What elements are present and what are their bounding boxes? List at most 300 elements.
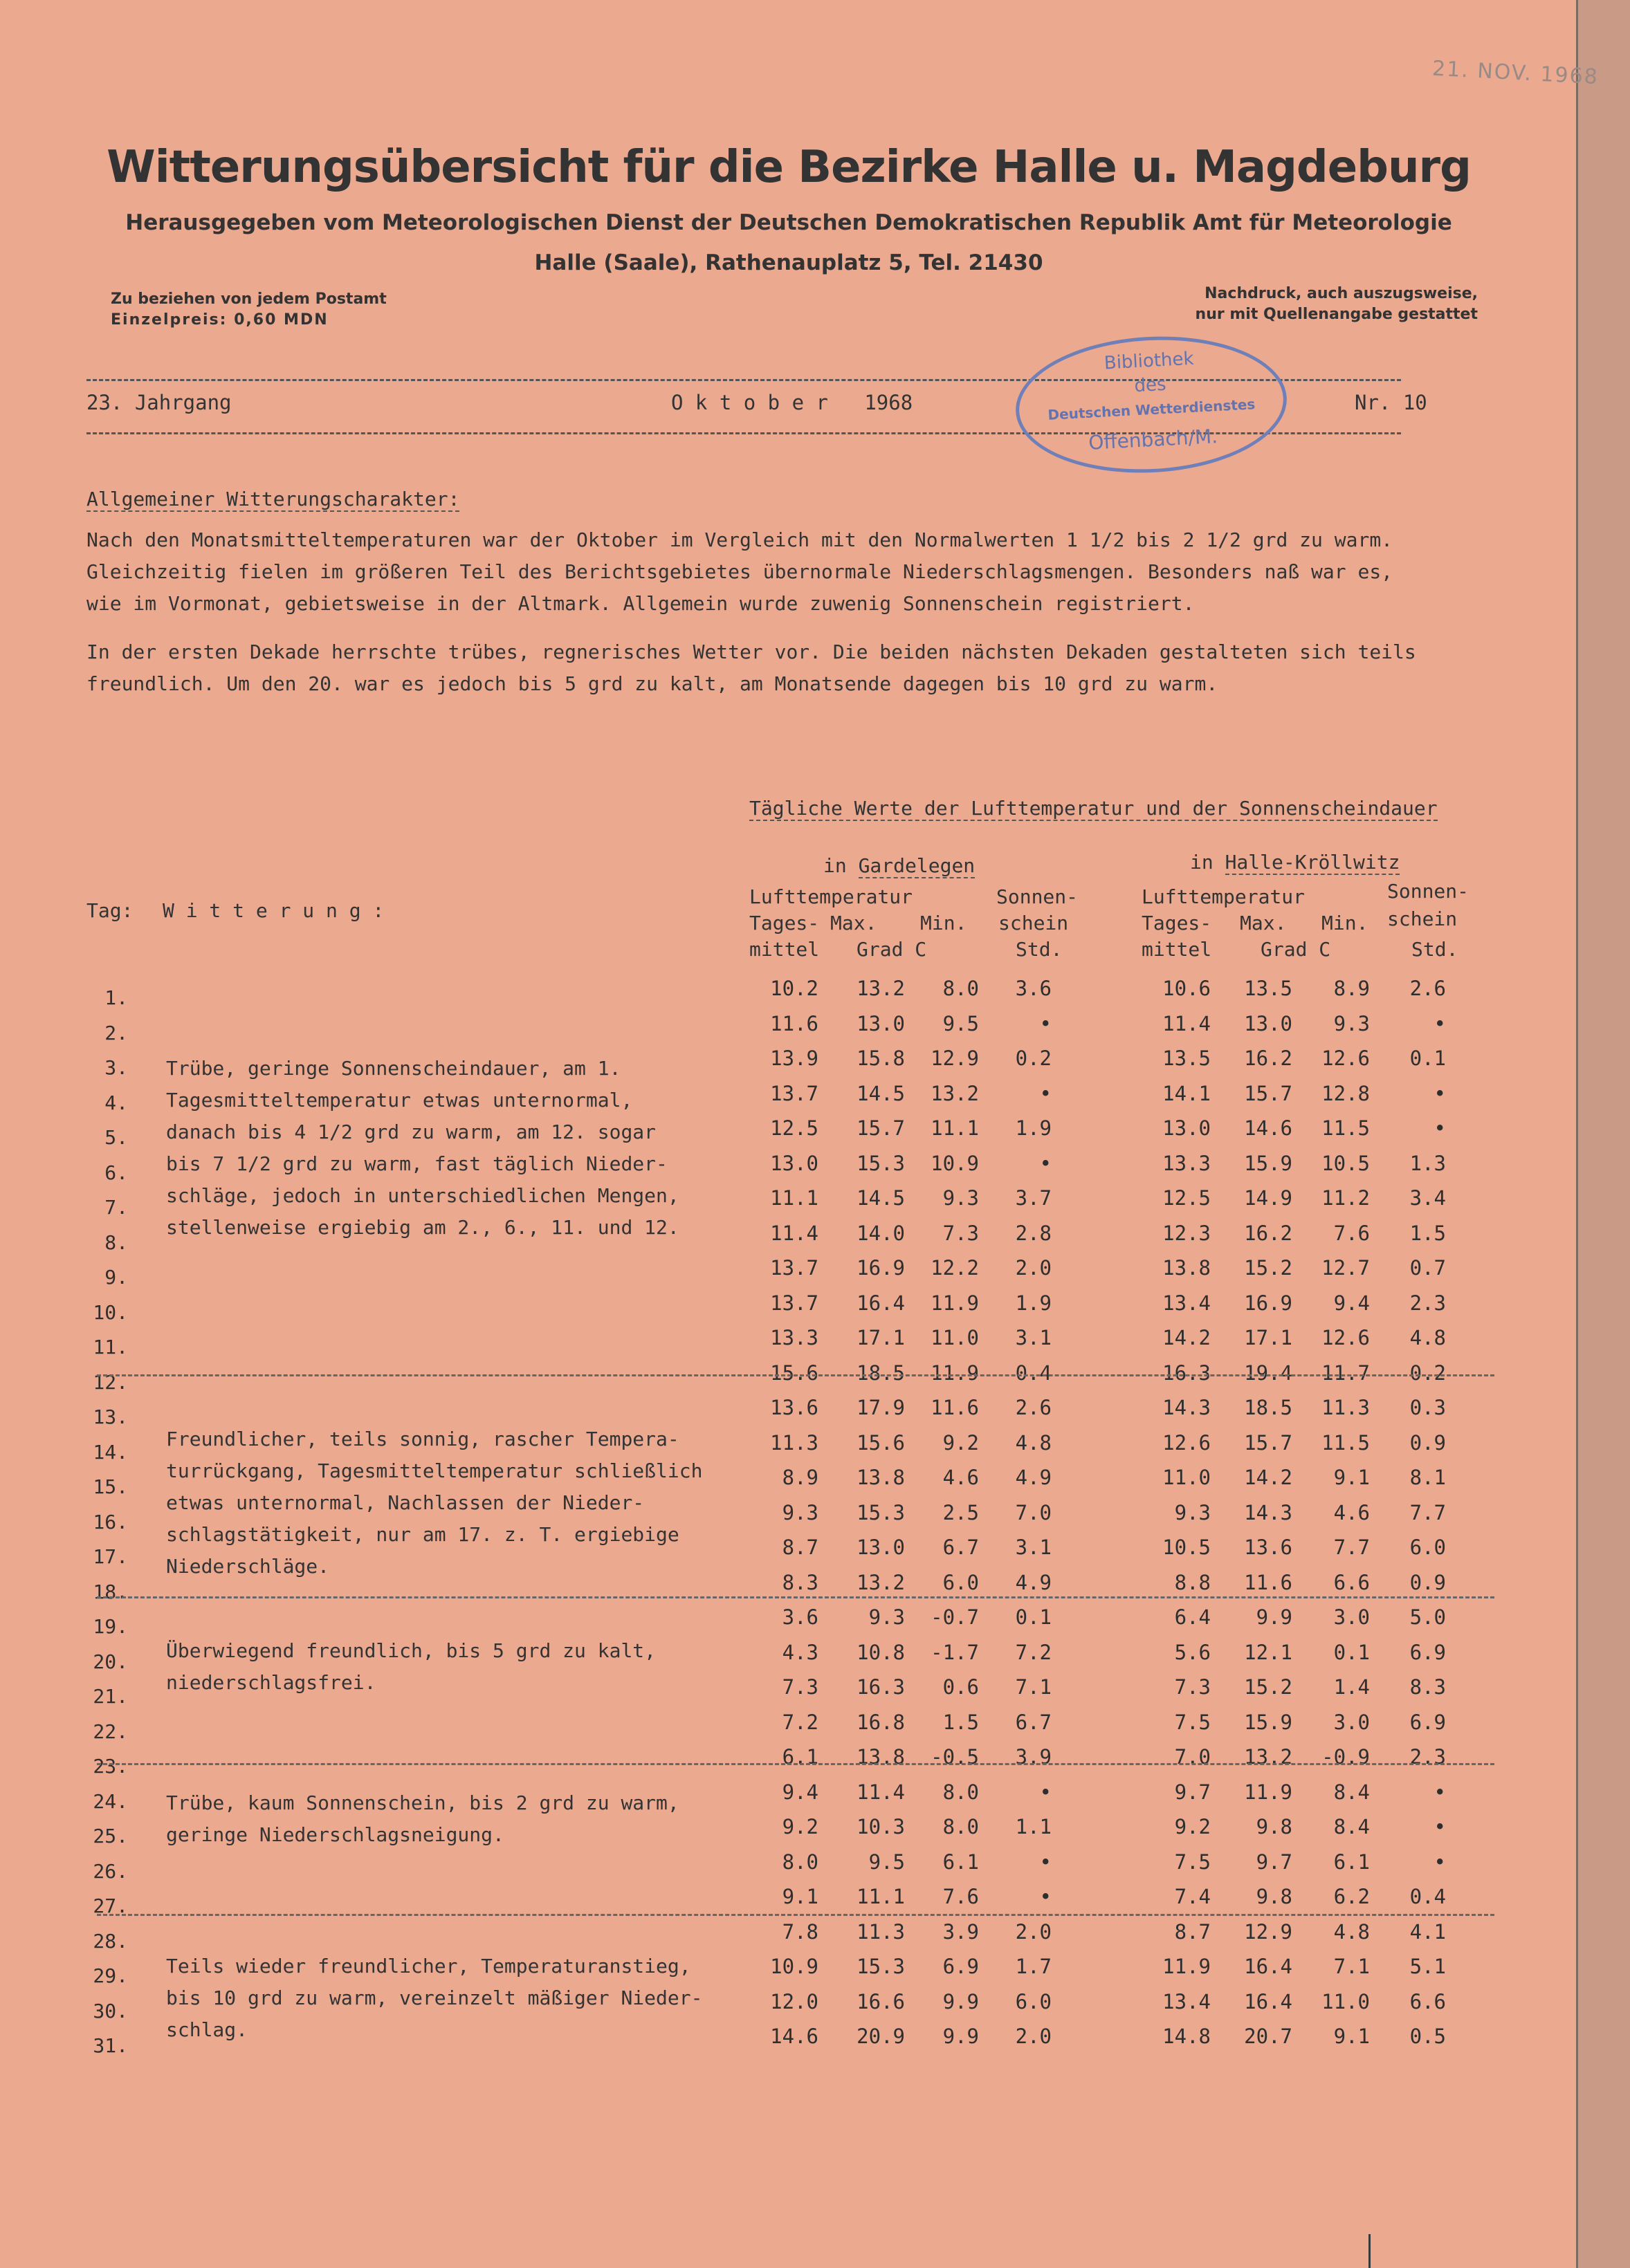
- h-tagesmittel-cell: 16.3: [1162, 1361, 1211, 1385]
- h-std-header: Std.: [1411, 938, 1458, 961]
- h-min-cell: -0.9: [1321, 1745, 1370, 1769]
- g-min-cell: 7.3: [942, 1221, 979, 1245]
- h-tagesmittel-cell: 7.5: [1174, 1710, 1211, 1734]
- day-number: 11.: [93, 1336, 128, 1358]
- g-max-cell: 13.2: [857, 977, 905, 1000]
- g-max-cell: 13.0: [857, 1536, 905, 1559]
- g-min-cell: 3.9: [942, 1919, 979, 1944]
- day-number: 28.: [93, 1929, 128, 1953]
- g-tagesmittel-cell: 11.4: [770, 1221, 818, 1245]
- h-tagesmittel-cell: 13.4: [1162, 1989, 1211, 2013]
- g-schein-header: schein: [998, 912, 1069, 934]
- g-tagesmittel-cell: 8.9: [782, 1466, 818, 1489]
- h-tagesmittel-cell: 10.6: [1162, 977, 1211, 1000]
- h-tagesmittel-cell: 7.0: [1174, 1745, 1211, 1769]
- h-max-cell: 15.7: [1244, 1430, 1292, 1455]
- h-max-cell: 14.3: [1244, 1500, 1292, 1524]
- h-max-cell: 14.2: [1244, 1466, 1292, 1489]
- h-min-cell: 11.2: [1321, 1186, 1370, 1210]
- issue-month: O k t o b e r 1968: [671, 391, 913, 414]
- h-sonnenschein-cell: •: [1434, 1011, 1446, 1035]
- h-sonnenschein-cell: 2.3: [1409, 1745, 1446, 1769]
- h-sonnenschein-cell: 0.9: [1409, 1430, 1446, 1455]
- g-min-cell: 8.0: [942, 1815, 979, 1838]
- day-number: 15.: [93, 1475, 128, 1498]
- g-min-cell: 4.6: [942, 1466, 979, 1489]
- g-sonnenschein-cell: •: [1039, 1850, 1052, 1874]
- day-number: 12.: [93, 1370, 128, 1394]
- g-max-cell: 11.1: [857, 1885, 905, 1908]
- reprint-notice: [1196, 284, 1478, 325]
- h-min-cell: 4.8: [1333, 1919, 1370, 1944]
- g-min-cell: 8.0: [942, 1780, 979, 1804]
- h-min-cell: 8.9: [1333, 977, 1370, 1000]
- weather-text-1: Trübe, geringe Sonnenscheindauer, am 1. Tagesmitteltemperatur etwas unternormal, danach bis 4 1/2 grd zu warm, am 12. sogar bis 7 1/2 grd zu warm, fast täglich Nieder- schläge, jedoch in unterschiedlichen Mengen, stellenweise ergiebig am 2., 6., 11. und 12.: [166, 1057, 679, 1239]
- g-tagesmittel-cell: 13.6: [770, 1396, 818, 1419]
- g-sonnenschein-cell: •: [1039, 1151, 1052, 1175]
- g-min-cell: 9.3: [942, 1186, 979, 1210]
- h-sonnenschein-cell: 0.5: [1409, 2025, 1446, 2048]
- g-tagesmittel-cell: 7.8: [782, 1919, 818, 1944]
- day-number: 17.: [93, 1545, 128, 1568]
- h-max-cell: 15.2: [1244, 1675, 1292, 1699]
- g-min-cell: 9.9: [942, 1989, 979, 2013]
- h-tagesmittel-cell: 12.3: [1162, 1221, 1211, 1245]
- h-max-cell: 16.2: [1244, 1221, 1292, 1245]
- h-tagesmittel-cell: 13.0: [1162, 1116, 1211, 1140]
- g-min-cell: 9.9: [942, 2025, 979, 2048]
- day-number: 25.: [93, 1825, 128, 1847]
- h-min-cell: 10.5: [1321, 1151, 1370, 1175]
- h-max-cell: 9.9: [1256, 1605, 1292, 1629]
- g-tagesmittel-cell: 13.7: [770, 1256, 818, 1280]
- h-sonnenschein-cell: 4.1: [1409, 1919, 1446, 1944]
- g-tagesmittel-cell: 14.6: [770, 2025, 818, 2048]
- h-max-cell: 9.8: [1256, 1885, 1292, 1908]
- h-tagesmittel-cell: 12.6: [1162, 1430, 1211, 1455]
- h-max-cell: 19.4: [1244, 1361, 1292, 1385]
- day-number: 29.: [93, 1964, 128, 1987]
- price-text: Einzelpreis: 0,60 MDN: [111, 311, 329, 329]
- h-tagesmittel-cell: 13.4: [1162, 1291, 1211, 1315]
- general-paragraph-2: In der ersten Dekade herrschte trübes, regnerisches Wetter vor. Die beiden nächsten Dekaden gestalteten sich teils freundlich. Um den 20. war es jedoch bis 5 grd zu kalt, am Monatsende dagegen bis 10 grd zu warm.: [86, 640, 1416, 695]
- station-gardelegen-name: Gardelegen: [858, 854, 976, 877]
- g-max-cell: 17.9: [857, 1396, 905, 1419]
- h-max-cell: 15.2: [1244, 1256, 1292, 1280]
- day-number: 5.: [104, 1126, 128, 1149]
- h-min-cell: 6.2: [1333, 1885, 1370, 1908]
- day-number: 1.: [104, 986, 128, 1009]
- h-max-cell: 11.6: [1244, 1570, 1292, 1594]
- h-max-cell: 13.6: [1244, 1536, 1292, 1559]
- g-max-cell: 15.3: [857, 1151, 905, 1175]
- h-tagesmittel-cell: 10.5: [1162, 1536, 1211, 1559]
- h-max-cell: 14.6: [1244, 1116, 1292, 1140]
- h-min-cell: 12.8: [1321, 1081, 1370, 1105]
- g-min-cell: 2.5: [942, 1500, 979, 1524]
- g-sonnenschein-cell: 6.0: [1015, 1989, 1052, 2013]
- g-tagesmittel-cell: 9.4: [782, 1780, 818, 1804]
- h-max-cell: 9.8: [1256, 1815, 1292, 1838]
- h-tages-header: Tages-: [1142, 912, 1212, 934]
- h-tagesmittel-cell: 9.7: [1174, 1780, 1211, 1804]
- g-tagesmittel-cell: 6.1: [782, 1745, 818, 1769]
- decade-separator: [97, 1596, 1494, 1598]
- g-max-cell: 15.6: [857, 1430, 905, 1455]
- g-tagesmittel-cell: 13.3: [770, 1326, 818, 1349]
- h-max-cell: 16.4: [1244, 1989, 1292, 2013]
- g-max-cell: 11.3: [857, 1919, 905, 1944]
- availability-text: Zu beziehen von jedem Postamt: [111, 291, 387, 308]
- g-max-cell: 16.9: [857, 1256, 905, 1280]
- page-edge: [1577, 0, 1630, 2268]
- general-paragraph-1: Nach den Monatsmitteltemperaturen war der Oktober im Vergleich mit den Normalwerten 1 1/2 bis 2 1/2 grd zu warm. Gleichzeitig fielen im größeren Teil des Berichtsgebietes übernormale Niederschlagsmengen. Besonders naß war es, wie im Vormonat, gebietsweise in der Altmark. Allgemein wurde zuwenig Sonnenschein registriert.: [86, 528, 1393, 615]
- h-tagesmittel-cell: 13.3: [1162, 1151, 1211, 1175]
- weather-text-4: Trübe, kaum Sonnenschein, bis 2 grd zu warm, geringe Niederschlagsneigung.: [166, 1791, 679, 1846]
- day-number: 31.: [93, 2034, 128, 2057]
- stamp-line-4: Offenbach/M.: [1088, 425, 1218, 454]
- h-sonnenschein-cell: 8.3: [1409, 1675, 1446, 1699]
- g-min-cell: 0.6: [942, 1675, 979, 1699]
- g-tagesmittel-cell: 13.9: [770, 1047, 818, 1070]
- g-tagesmittel-cell: 9.3: [782, 1500, 818, 1524]
- g-sonnenschein-cell: 6.7: [1015, 1710, 1052, 1734]
- h-mittel-header: mittel: [1142, 938, 1212, 961]
- h-max-header: Max.: [1240, 912, 1287, 934]
- g-lufttemp-header: Lufttemperatur: [749, 885, 913, 908]
- h-min-cell: 8.4: [1333, 1815, 1370, 1838]
- h-tagesmittel-cell: 14.1: [1162, 1081, 1211, 1105]
- day-number: 10.: [93, 1300, 128, 1324]
- g-min-header: Min.: [920, 912, 967, 934]
- g-sonnenschein-cell: 1.9: [1015, 1291, 1052, 1315]
- stamp-line-1: Bibliothek: [1104, 348, 1195, 374]
- g-sonnenschein-cell: 4.9: [1015, 1570, 1052, 1594]
- h-tagesmittel-cell: 14.8: [1162, 2025, 1211, 2048]
- g-min-cell: -1.7: [931, 1640, 979, 1664]
- g-tagesmittel-cell: 8.0: [782, 1850, 818, 1874]
- h-max-cell: 12.1: [1244, 1640, 1292, 1664]
- g-tagesmittel-cell: 8.3: [782, 1570, 818, 1594]
- g-max-cell: 13.8: [857, 1466, 905, 1489]
- g-tagesmittel-cell: 13.7: [770, 1291, 818, 1315]
- g-min-cell: 1.5: [942, 1710, 979, 1734]
- day-number: 3.: [104, 1056, 128, 1079]
- h-max-cell: 18.5: [1244, 1396, 1292, 1419]
- h-min-cell: 3.0: [1333, 1710, 1370, 1734]
- g-sonnenschein-cell: 7.2: [1015, 1640, 1052, 1664]
- document-title: Witterungsübersicht für die Bezirke Halle u. Magdeburg: [107, 142, 1471, 193]
- weather-text-2: Freundlicher, teils sonnig, rascher Tempera- turrückgang, Tagesmitteltemperatur schließlich etwas unternormal, Nachlassen der Nieder- schlagstätigkeit, nur am 17. z. T. ergiebige Niederschläge.: [166, 1428, 703, 1578]
- g-sonnenschein-cell: •: [1039, 1885, 1052, 1908]
- g-tages-header: Tages-: [749, 912, 820, 934]
- h-min-cell: 12.6: [1321, 1047, 1370, 1070]
- h-min-cell: 1.4: [1333, 1675, 1370, 1699]
- h-min-cell: 7.6: [1333, 1221, 1370, 1245]
- h-min-cell: 6.6: [1333, 1570, 1370, 1594]
- station-gardelegen-label: in Gardelegen: [823, 854, 976, 877]
- h-sonnenschein-cell: 2.6: [1409, 977, 1446, 1000]
- h-sonnenschein-cell: •: [1434, 1815, 1446, 1838]
- day-number: 22.: [93, 1720, 128, 1743]
- g-mittel-header: mittel: [749, 938, 820, 961]
- g-sonnenschein-cell: 2.8: [1015, 1221, 1052, 1245]
- g-sonnenschein-cell: 0.4: [1015, 1361, 1052, 1385]
- g-min-cell: -0.7: [931, 1605, 979, 1629]
- g-sonnenschein-cell: 2.6: [1015, 1396, 1052, 1419]
- h-sonnenschein-cell: 1.3: [1409, 1151, 1446, 1175]
- g-tagesmittel-cell: 13.0: [770, 1151, 818, 1175]
- h-tagesmittel-cell: 5.6: [1174, 1640, 1211, 1664]
- reprint-line-1: Nachdruck, auch auszugsweise,: [1205, 285, 1478, 302]
- day-number: 19.: [93, 1615, 128, 1638]
- g-sonnenschein-cell: 1.9: [1015, 1116, 1052, 1140]
- day-number: 21.: [93, 1685, 128, 1708]
- h-max-cell: 16.2: [1244, 1047, 1292, 1070]
- h-max-cell: 14.9: [1244, 1186, 1292, 1210]
- h-tagesmittel-cell: 9.2: [1174, 1815, 1211, 1838]
- day-number: 18.: [93, 1580, 128, 1603]
- g-min-cell: 11.0: [931, 1326, 979, 1349]
- g-sonnenschein-cell: 3.1: [1015, 1536, 1052, 1559]
- col-weather-header: W i t t e r u n g :: [163, 899, 385, 922]
- stamp-line-3: Deutschen Wetterdienstes: [1047, 396, 1256, 423]
- h-schein-header: schein: [1387, 907, 1458, 930]
- day-number: 23.: [93, 1755, 128, 1778]
- g-tagesmittel-cell: 15.6: [770, 1361, 818, 1385]
- g-max-cell: 9.3: [868, 1605, 905, 1629]
- g-tagesmittel-cell: 13.7: [770, 1081, 818, 1105]
- h-tagesmittel-cell: 14.2: [1162, 1326, 1211, 1349]
- g-max-cell: 11.4: [857, 1780, 905, 1804]
- g-max-header: Max.: [830, 912, 877, 934]
- h-min-cell: 9.1: [1333, 1466, 1370, 1489]
- h-sonnenschein-cell: 6.9: [1409, 1710, 1446, 1734]
- g-min-cell: 6.1: [942, 1850, 979, 1874]
- table-title: Tägliche Werte der Lufttemperatur und der Sonnenscheindauer: [749, 797, 1438, 820]
- h-tagesmittel-cell: 6.4: [1174, 1605, 1211, 1629]
- g-tagesmittel-cell: 7.2: [782, 1710, 818, 1734]
- h-tagesmittel-cell: 7.3: [1174, 1675, 1211, 1699]
- g-min-cell: 10.9: [931, 1151, 979, 1175]
- h-sonnenschein-cell: 0.7: [1409, 1256, 1446, 1280]
- h-tagesmittel-cell: 8.8: [1174, 1570, 1211, 1594]
- g-tagesmittel-cell: 8.7: [782, 1536, 818, 1559]
- decade-separator: [97, 1914, 1494, 1916]
- scan-mark: [1368, 2234, 1371, 2268]
- g-sonnenschein-cell: 3.9: [1015, 1745, 1052, 1769]
- station-halle-label: in Halle-Kröllwitz: [1190, 851, 1400, 874]
- day-number: 4.: [104, 1091, 128, 1114]
- g-sonnenschein-cell: 7.1: [1015, 1675, 1052, 1699]
- h-max-cell: 16.4: [1244, 1955, 1292, 1978]
- h-min-cell: 11.5: [1321, 1430, 1370, 1455]
- g-tagesmittel-cell: 11.1: [770, 1186, 818, 1210]
- h-max-cell: 11.9: [1244, 1780, 1292, 1804]
- page-edge-line: [1576, 0, 1578, 2268]
- g-max-cell: 18.5: [857, 1361, 905, 1385]
- h-min-cell: 7.7: [1333, 1536, 1370, 1559]
- g-max-cell: 16.3: [857, 1675, 905, 1699]
- g-max-cell: 16.8: [857, 1710, 905, 1734]
- day-number: 30.: [93, 1999, 128, 2022]
- g-sonnenschein-cell: 4.8: [1015, 1430, 1052, 1455]
- h-max-cell: 13.2: [1244, 1745, 1292, 1769]
- h-min-cell: 11.0: [1321, 1989, 1370, 2013]
- h-min-header: Min.: [1321, 912, 1368, 934]
- day-number: 7.: [104, 1196, 128, 1219]
- h-max-cell: 17.1: [1244, 1326, 1292, 1349]
- g-sonnenschein-cell: 1.7: [1015, 1955, 1052, 1978]
- h-tagesmittel-cell: 13.8: [1162, 1256, 1211, 1280]
- day-number: 16.: [93, 1510, 128, 1533]
- h-min-cell: 11.7: [1321, 1361, 1370, 1385]
- h-max-cell: 13.0: [1244, 1011, 1292, 1035]
- h-lufttemp-header: Lufttemperatur: [1142, 885, 1306, 908]
- g-max-cell: 10.8: [857, 1640, 905, 1664]
- g-min-cell: 11.6: [931, 1396, 979, 1419]
- g-sonnenschein-cell: 7.0: [1015, 1500, 1052, 1524]
- g-sonnenschein-cell: 0.2: [1015, 1047, 1052, 1070]
- day-number: 6.: [104, 1161, 128, 1184]
- g-min-cell: 9.2: [942, 1430, 979, 1455]
- h-max-cell: 13.5: [1244, 977, 1292, 1000]
- h-sonnenschein-cell: 3.4: [1409, 1186, 1446, 1210]
- g-sonnen-header: Sonnen-: [996, 885, 1079, 908]
- h-min-cell: 9.3: [1333, 1011, 1370, 1035]
- h-min-cell: 9.1: [1333, 2025, 1370, 2048]
- g-min-cell: 13.2: [931, 1081, 979, 1105]
- day-number: 14.: [93, 1440, 128, 1464]
- decade-separator: [97, 1763, 1494, 1765]
- g-sonnenschein-cell: 3.7: [1015, 1186, 1052, 1210]
- h-sonnenschein-cell: 7.7: [1409, 1500, 1446, 1524]
- h-sonnenschein-cell: 8.1: [1409, 1466, 1446, 1489]
- station-halle-name: Halle-Kröllwitz: [1225, 851, 1400, 874]
- h-sonnenschein-cell: •: [1434, 1780, 1446, 1804]
- section-heading: Allgemeiner Witterungscharakter:: [86, 488, 460, 510]
- h-tagesmittel-cell: 11.4: [1162, 1011, 1211, 1035]
- g-tagesmittel-cell: 10.2: [770, 977, 818, 1000]
- h-sonnenschein-cell: •: [1434, 1081, 1446, 1105]
- day-number: 27.: [93, 1894, 128, 1917]
- g-max-cell: 14.5: [857, 1186, 905, 1210]
- g-tagesmittel-cell: 3.6: [782, 1605, 818, 1629]
- h-min-cell: 11.5: [1321, 1116, 1370, 1140]
- g-sonnenschein-cell: 2.0: [1015, 1256, 1052, 1280]
- h-tagesmittel-cell: 7.4: [1174, 1885, 1211, 1908]
- g-max-cell: 15.3: [857, 1955, 905, 1978]
- h-sonnenschein-cell: 5.0: [1409, 1605, 1446, 1629]
- h-sonnenschein-cell: 6.9: [1409, 1640, 1446, 1664]
- h-min-cell: 12.6: [1321, 1326, 1370, 1349]
- g-max-cell: 13.8: [857, 1745, 905, 1769]
- h-min-cell: 11.3: [1321, 1396, 1370, 1419]
- day-number: 9.: [104, 1266, 128, 1289]
- h-max-cell: 15.7: [1244, 1081, 1292, 1105]
- h-min-cell: 7.1: [1333, 1955, 1370, 1978]
- day-number: 2.: [104, 1021, 128, 1044]
- day-number: 8.: [104, 1230, 128, 1254]
- g-max-cell: 20.9: [857, 2025, 905, 2048]
- g-max-cell: 16.6: [857, 1989, 905, 2013]
- g-tagesmittel-cell: 9.2: [782, 1815, 818, 1838]
- publisher-line: Herausgegeben vom Meteorologischen Dienst der Deutschen Demokratischen Republik Amt für Meteorologie: [125, 210, 1452, 235]
- h-max-cell: 15.9: [1244, 1151, 1292, 1175]
- g-std-header: Std.: [1016, 938, 1063, 961]
- g-max-cell: 14.0: [857, 1221, 905, 1245]
- g-tagesmittel-cell: 9.1: [782, 1885, 818, 1908]
- h-min-cell: 4.6: [1333, 1500, 1370, 1524]
- h-sonnenschein-cell: 0.9: [1409, 1570, 1446, 1594]
- g-max-cell: 9.5: [868, 1850, 905, 1874]
- g-max-cell: 15.7: [857, 1116, 905, 1140]
- h-sonnenschein-cell: 0.3: [1409, 1396, 1446, 1419]
- h-sonnenschein-cell: •: [1434, 1116, 1446, 1140]
- g-min-cell: 11.1: [931, 1116, 979, 1140]
- issue-year: 23. Jahrgang: [86, 391, 232, 414]
- g-min-cell: 11.9: [931, 1361, 979, 1385]
- g-sonnenschein-cell: 0.1: [1015, 1605, 1052, 1629]
- h-min-cell: 3.0: [1333, 1605, 1370, 1629]
- g-max-cell: 15.8: [857, 1047, 905, 1070]
- address-line: Halle (Saale), Rathenauplatz 5, Tel. 21430: [534, 250, 1043, 275]
- stamp-line-2: des: [1133, 374, 1167, 397]
- h-max-cell: 16.9: [1244, 1291, 1292, 1315]
- g-min-cell: -0.5: [931, 1745, 979, 1769]
- day-number: 26.: [93, 1859, 128, 1883]
- day-number: 13.: [93, 1405, 128, 1428]
- h-min-cell: 0.1: [1333, 1640, 1370, 1664]
- g-tagesmittel-cell: 11.3: [770, 1430, 818, 1455]
- g-max-cell: 13.2: [857, 1570, 905, 1594]
- h-tagesmittel-cell: 9.3: [1174, 1500, 1211, 1524]
- g-sonnenschein-cell: 4.9: [1015, 1466, 1052, 1489]
- g-max-cell: 17.1: [857, 1326, 905, 1349]
- h-sonnenschein-cell: 0.4: [1409, 1885, 1446, 1908]
- g-sonnenschein-cell: •: [1039, 1011, 1052, 1035]
- weather-text-5: Teils wieder freundlicher, Temperaturanstieg, bis 10 grd zu warm, vereinzelt mäßiger Nieder- schlag.: [166, 1955, 703, 2041]
- h-tagesmittel-cell: 11.9: [1162, 1955, 1211, 1978]
- g-max-cell: 13.0: [857, 1011, 905, 1035]
- h-max-cell: 12.9: [1244, 1919, 1292, 1944]
- h-tagesmittel-cell: 13.5: [1162, 1047, 1211, 1070]
- h-tagesmittel-cell: 11.0: [1162, 1466, 1211, 1489]
- h-sonnenschein-cell: 6.0: [1409, 1536, 1446, 1559]
- g-min-cell: 6.7: [942, 1536, 979, 1559]
- h-sonnenschein-cell: 4.8: [1409, 1326, 1446, 1349]
- h-max-cell: 15.9: [1244, 1710, 1292, 1734]
- g-sonnenschein-cell: 3.1: [1015, 1326, 1052, 1349]
- h-min-cell: 6.1: [1333, 1850, 1370, 1874]
- g-tagesmittel-cell: 7.3: [782, 1675, 818, 1699]
- g-min-cell: 12.9: [931, 1047, 979, 1070]
- h-tagesmittel-cell: 14.3: [1162, 1396, 1211, 1419]
- h-max-cell: 20.7: [1244, 2025, 1292, 2048]
- g-tagesmittel-cell: 10.9: [770, 1955, 818, 1978]
- g-sonnenschein-cell: •: [1039, 1081, 1052, 1105]
- h-tagesmittel-cell: 12.5: [1162, 1186, 1211, 1210]
- g-max-cell: 14.5: [857, 1081, 905, 1105]
- g-sonnenschein-cell: 2.0: [1015, 2025, 1052, 2048]
- h-min-cell: 12.7: [1321, 1256, 1370, 1280]
- h-sonnenschein-cell: 0.1: [1409, 1047, 1446, 1070]
- day-number: 20.: [93, 1650, 128, 1673]
- g-grad-header: Grad C: [857, 938, 927, 961]
- g-min-cell: 6.0: [942, 1570, 979, 1594]
- g-max-cell: 15.3: [857, 1500, 905, 1524]
- availability-block: [111, 289, 387, 331]
